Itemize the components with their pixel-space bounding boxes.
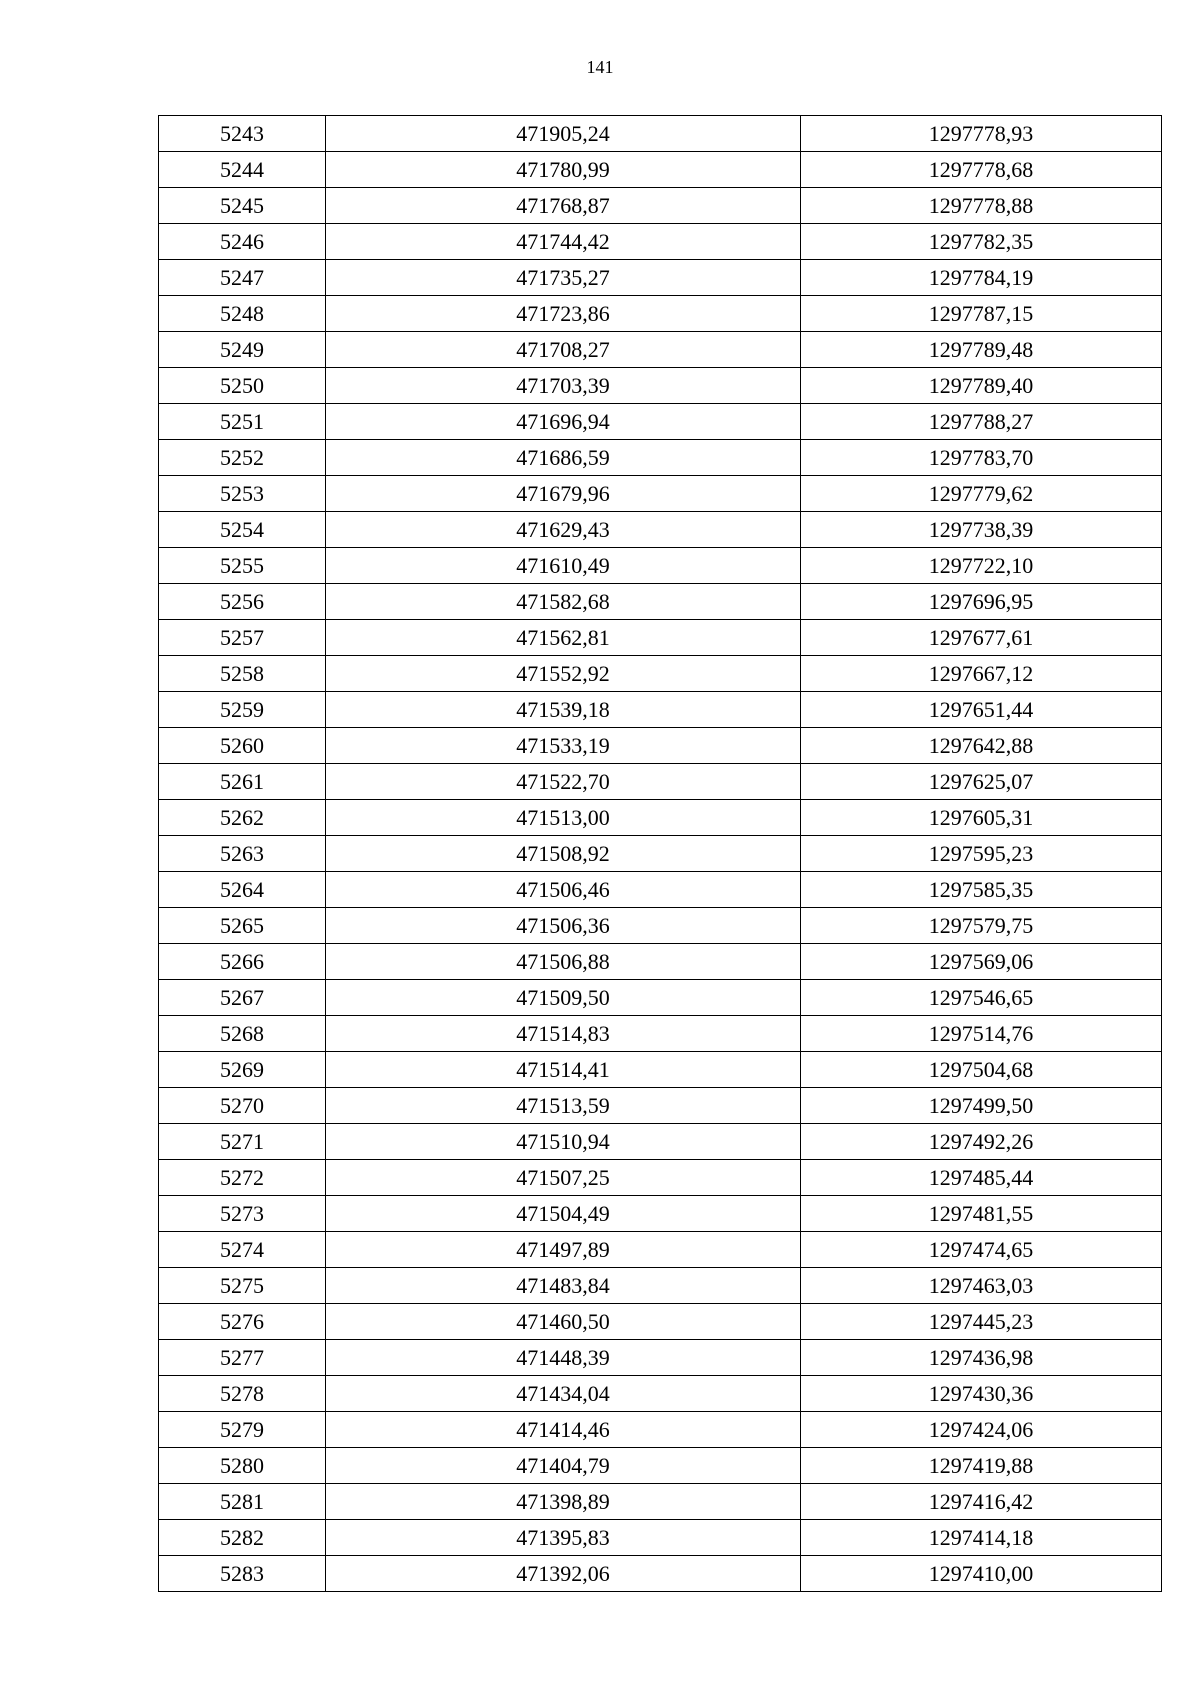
- point-number-cell: 5276: [159, 1304, 326, 1340]
- table-row: [159, 728, 1162, 764]
- y-coordinate-cell: 1297419,88: [801, 1448, 1162, 1484]
- point-number-cell: 5259: [159, 692, 326, 728]
- y-coordinate-cell: 1297779,62: [801, 476, 1162, 512]
- y-coordinate-cell: 1297514,76: [801, 1016, 1162, 1052]
- y-coordinate-cell: 1297778,93: [801, 116, 1162, 152]
- table-row: [159, 1268, 1162, 1304]
- point-number-cell: 5253: [159, 476, 326, 512]
- table-row: [159, 620, 1162, 656]
- x-coordinate-cell: 471533,19: [326, 728, 801, 764]
- x-coordinate-cell: 471506,36: [326, 908, 801, 944]
- table-row: [159, 1304, 1162, 1340]
- table-row: [159, 1556, 1162, 1592]
- point-number-cell: 5277: [159, 1340, 326, 1376]
- point-number-cell: 5251: [159, 404, 326, 440]
- x-coordinate-cell: 471404,79: [326, 1448, 801, 1484]
- point-number-cell: 5265: [159, 908, 326, 944]
- point-number-cell: 5263: [159, 836, 326, 872]
- x-coordinate-cell: 471507,25: [326, 1160, 801, 1196]
- point-number-cell: 5281: [159, 1484, 326, 1520]
- point-number-cell: 5246: [159, 224, 326, 260]
- table-row: [159, 1196, 1162, 1232]
- table-row: [159, 548, 1162, 584]
- point-number-cell: 5243: [159, 116, 326, 152]
- y-coordinate-cell: 1297436,98: [801, 1340, 1162, 1376]
- point-number-cell: 5247: [159, 260, 326, 296]
- y-coordinate-cell: 1297504,68: [801, 1052, 1162, 1088]
- table-row: [159, 584, 1162, 620]
- table-row: [159, 368, 1162, 404]
- point-number-cell: 5274: [159, 1232, 326, 1268]
- x-coordinate-cell: 471679,96: [326, 476, 801, 512]
- table-row: [159, 1520, 1162, 1556]
- point-number-cell: 5271: [159, 1124, 326, 1160]
- table-row: [159, 692, 1162, 728]
- table-row: [159, 656, 1162, 692]
- point-number-cell: 5279: [159, 1412, 326, 1448]
- x-coordinate-cell: 471414,46: [326, 1412, 801, 1448]
- point-number-cell: 5261: [159, 764, 326, 800]
- x-coordinate-cell: 471768,87: [326, 188, 801, 224]
- x-coordinate-cell: 471582,68: [326, 584, 801, 620]
- point-number-cell: 5278: [159, 1376, 326, 1412]
- point-number-cell: 5272: [159, 1160, 326, 1196]
- y-coordinate-cell: 1297677,61: [801, 620, 1162, 656]
- y-coordinate-cell: 1297783,70: [801, 440, 1162, 476]
- y-coordinate-cell: 1297788,27: [801, 404, 1162, 440]
- y-coordinate-cell: 1297424,06: [801, 1412, 1162, 1448]
- table-row: [159, 1484, 1162, 1520]
- y-coordinate-cell: 1297789,40: [801, 368, 1162, 404]
- table-row: [159, 440, 1162, 476]
- point-number-cell: 5258: [159, 656, 326, 692]
- table-row: [159, 1412, 1162, 1448]
- point-number-cell: 5249: [159, 332, 326, 368]
- point-number-cell: 5262: [159, 800, 326, 836]
- coordinates-table: [158, 115, 1162, 1592]
- x-coordinate-cell: 471497,89: [326, 1232, 801, 1268]
- x-coordinate-cell: 471448,39: [326, 1340, 801, 1376]
- y-coordinate-cell: 1297410,00: [801, 1556, 1162, 1592]
- table-row: [159, 1052, 1162, 1088]
- x-coordinate-cell: 471514,41: [326, 1052, 801, 1088]
- y-coordinate-cell: 1297625,07: [801, 764, 1162, 800]
- y-coordinate-cell: 1297696,95: [801, 584, 1162, 620]
- x-coordinate-cell: 471513,00: [326, 800, 801, 836]
- y-coordinate-cell: 1297414,18: [801, 1520, 1162, 1556]
- y-coordinate-cell: 1297667,12: [801, 656, 1162, 692]
- point-number-cell: 5266: [159, 944, 326, 980]
- x-coordinate-cell: 471703,39: [326, 368, 801, 404]
- x-coordinate-cell: 471735,27: [326, 260, 801, 296]
- point-number-cell: 5255: [159, 548, 326, 584]
- y-coordinate-cell: 1297569,06: [801, 944, 1162, 980]
- x-coordinate-cell: 471744,42: [326, 224, 801, 260]
- point-number-cell: 5269: [159, 1052, 326, 1088]
- point-number-cell: 5282: [159, 1520, 326, 1556]
- y-coordinate-cell: 1297499,50: [801, 1088, 1162, 1124]
- x-coordinate-cell: 471460,50: [326, 1304, 801, 1340]
- y-coordinate-cell: 1297651,44: [801, 692, 1162, 728]
- x-coordinate-cell: 471696,94: [326, 404, 801, 440]
- x-coordinate-cell: 471504,49: [326, 1196, 801, 1232]
- x-coordinate-cell: 471905,24: [326, 116, 801, 152]
- point-number-cell: 5273: [159, 1196, 326, 1232]
- y-coordinate-cell: 1297546,65: [801, 980, 1162, 1016]
- table-row: [159, 944, 1162, 980]
- point-number-cell: 5254: [159, 512, 326, 548]
- point-number-cell: 5270: [159, 1088, 326, 1124]
- point-number-cell: 5256: [159, 584, 326, 620]
- y-coordinate-cell: 1297738,39: [801, 512, 1162, 548]
- table-row: [159, 1160, 1162, 1196]
- x-coordinate-cell: 471610,49: [326, 548, 801, 584]
- y-coordinate-cell: 1297463,03: [801, 1268, 1162, 1304]
- y-coordinate-cell: 1297481,55: [801, 1196, 1162, 1232]
- x-coordinate-cell: 471506,46: [326, 872, 801, 908]
- y-coordinate-cell: 1297782,35: [801, 224, 1162, 260]
- table-row: [159, 1232, 1162, 1268]
- table-row: [159, 224, 1162, 260]
- point-number-cell: 5267: [159, 980, 326, 1016]
- y-coordinate-cell: 1297784,19: [801, 260, 1162, 296]
- y-coordinate-cell: 1297778,68: [801, 152, 1162, 188]
- x-coordinate-cell: 471539,18: [326, 692, 801, 728]
- x-coordinate-cell: 471513,59: [326, 1088, 801, 1124]
- x-coordinate-cell: 471483,84: [326, 1268, 801, 1304]
- y-coordinate-cell: 1297445,23: [801, 1304, 1162, 1340]
- y-coordinate-cell: 1297579,75: [801, 908, 1162, 944]
- point-number-cell: 5257: [159, 620, 326, 656]
- table-row: [159, 332, 1162, 368]
- point-number-cell: 5264: [159, 872, 326, 908]
- y-coordinate-cell: 1297787,15: [801, 296, 1162, 332]
- x-coordinate-cell: 471509,50: [326, 980, 801, 1016]
- table-row: [159, 1376, 1162, 1412]
- x-coordinate-cell: 471392,06: [326, 1556, 801, 1592]
- point-number-cell: 5252: [159, 440, 326, 476]
- y-coordinate-cell: 1297605,31: [801, 800, 1162, 836]
- table-row: [159, 1088, 1162, 1124]
- x-coordinate-cell: 471686,59: [326, 440, 801, 476]
- point-number-cell: 5244: [159, 152, 326, 188]
- y-coordinate-cell: 1297778,88: [801, 188, 1162, 224]
- x-coordinate-cell: 471708,27: [326, 332, 801, 368]
- y-coordinate-cell: 1297492,26: [801, 1124, 1162, 1160]
- table-row: [159, 476, 1162, 512]
- x-coordinate-cell: 471552,92: [326, 656, 801, 692]
- x-coordinate-cell: 471780,99: [326, 152, 801, 188]
- x-coordinate-cell: 471629,43: [326, 512, 801, 548]
- table-row: [159, 404, 1162, 440]
- x-coordinate-cell: 471522,70: [326, 764, 801, 800]
- table-row: [159, 764, 1162, 800]
- y-coordinate-cell: 1297430,36: [801, 1376, 1162, 1412]
- point-number-cell: 5248: [159, 296, 326, 332]
- table-row: [159, 800, 1162, 836]
- y-coordinate-cell: 1297642,88: [801, 728, 1162, 764]
- x-coordinate-cell: 471508,92: [326, 836, 801, 872]
- table-row: [159, 1340, 1162, 1376]
- table-row: [159, 260, 1162, 296]
- table-row: [159, 188, 1162, 224]
- x-coordinate-cell: 471514,83: [326, 1016, 801, 1052]
- x-coordinate-cell: 471398,89: [326, 1484, 801, 1520]
- y-coordinate-cell: 1297485,44: [801, 1160, 1162, 1196]
- point-number-cell: 5280: [159, 1448, 326, 1484]
- x-coordinate-cell: 471723,86: [326, 296, 801, 332]
- table-row: [159, 296, 1162, 332]
- page-number: 141: [586, 57, 614, 77]
- table-row: [159, 116, 1162, 152]
- table-row: [159, 836, 1162, 872]
- x-coordinate-cell: 471395,83: [326, 1520, 801, 1556]
- x-coordinate-cell: 471506,88: [326, 944, 801, 980]
- coordinates-table-body: [159, 116, 1162, 1592]
- y-coordinate-cell: 1297789,48: [801, 332, 1162, 368]
- y-coordinate-cell: 1297595,23: [801, 836, 1162, 872]
- table-row: [159, 872, 1162, 908]
- table-row: [159, 1448, 1162, 1484]
- point-number-cell: 5275: [159, 1268, 326, 1304]
- x-coordinate-cell: 471562,81: [326, 620, 801, 656]
- table-row: [159, 980, 1162, 1016]
- point-number-cell: 5283: [159, 1556, 326, 1592]
- y-coordinate-cell: 1297585,35: [801, 872, 1162, 908]
- y-coordinate-cell: 1297416,42: [801, 1484, 1162, 1520]
- table-row: [159, 1124, 1162, 1160]
- y-coordinate-cell: 1297722,10: [801, 548, 1162, 584]
- x-coordinate-cell: 471510,94: [326, 1124, 801, 1160]
- point-number-cell: 5268: [159, 1016, 326, 1052]
- table-row: [159, 512, 1162, 548]
- x-coordinate-cell: 471434,04: [326, 1376, 801, 1412]
- table-row: [159, 908, 1162, 944]
- point-number-cell: 5245: [159, 188, 326, 224]
- table-row: [159, 1016, 1162, 1052]
- point-number-cell: 5260: [159, 728, 326, 764]
- y-coordinate-cell: 1297474,65: [801, 1232, 1162, 1268]
- table-row: [159, 152, 1162, 188]
- point-number-cell: 5250: [159, 368, 326, 404]
